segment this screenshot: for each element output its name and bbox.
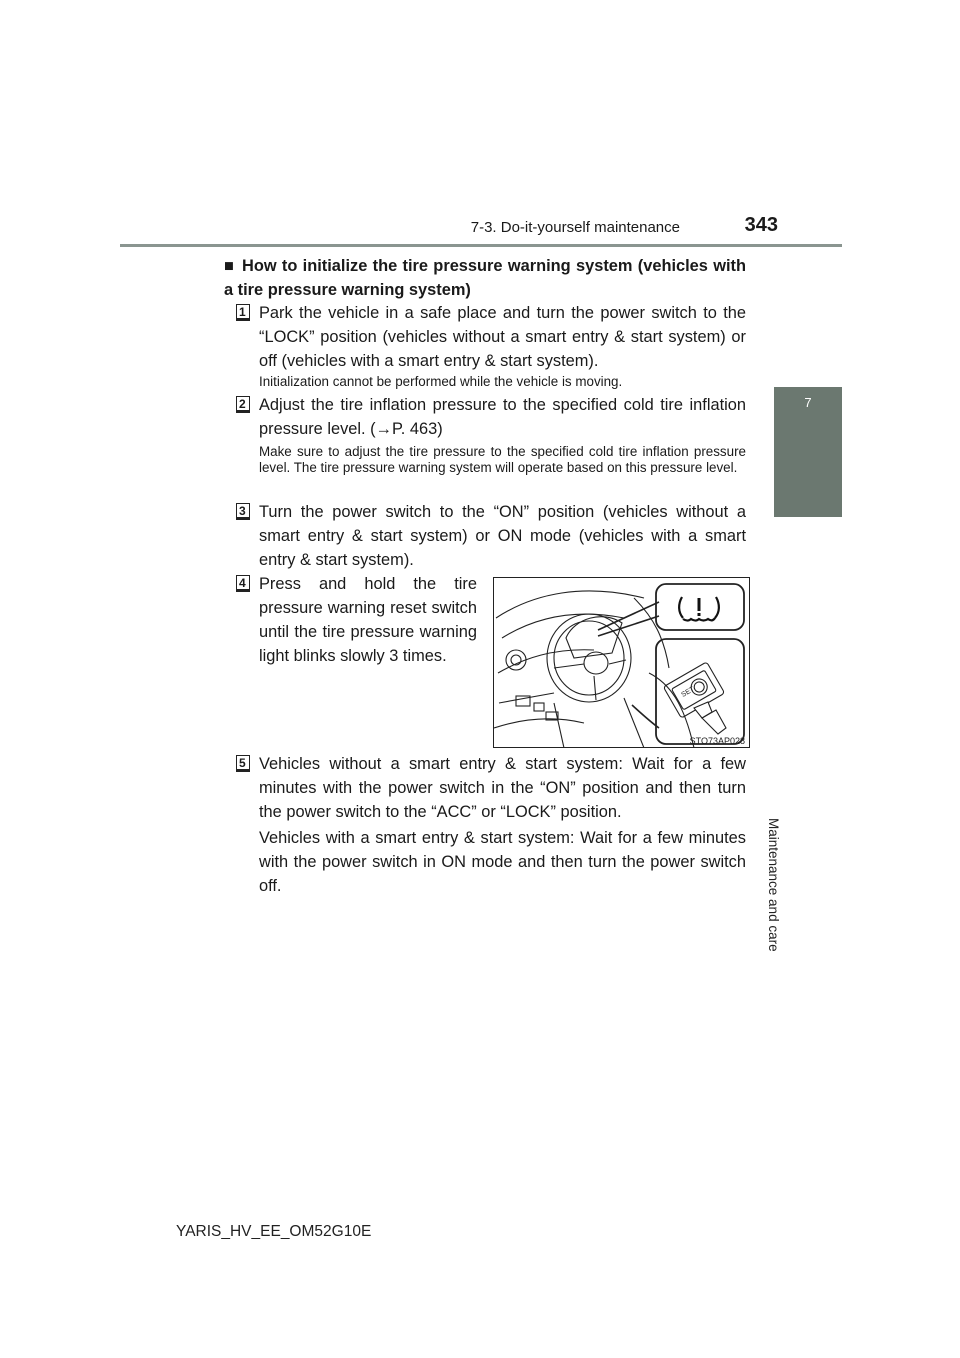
step-5-text-2: Vehicles with a smart entry & start system: Wait for a few minutes with the power switch in ON mode and then turn the power switch off. [259, 829, 746, 895]
step-3-text: Turn the power switch to the “ON” position (vehicles without a smart entry & start system) or ON mode (vehicles with a smart entry & start system). [259, 503, 746, 569]
step-number-5: 5 [236, 755, 250, 770]
chapter-label: Maintenance and care [766, 818, 781, 952]
header-section-title: 7-3. Do-it-yourself maintenance [470, 219, 680, 236]
square-bullet-icon: ■ [224, 257, 234, 275]
section-heading [224, 254, 746, 302]
chapter-tab [774, 387, 842, 517]
step-4-text: Press and hold the tire pressure warning reset switch until the tire pressure warning light blinks slowly 3 times. [259, 575, 477, 665]
step-number-1: 1 [236, 304, 250, 319]
page-number: 343 [744, 214, 778, 236]
section-heading-text: How to initialize the tire pressure warning system (vehicles with a tire pressure warning system) [224, 257, 746, 299]
figure-code: STO73AP028 [689, 736, 745, 746]
step-1-note: Initialization cannot be performed while the vehicle is moving. [259, 374, 623, 389]
step-number-3: 3 [236, 503, 250, 518]
set-label: SET [680, 685, 696, 699]
document-code: YARIS_HV_EE_OM52G10E [176, 1223, 372, 1240]
step-number-2: 2 [236, 396, 250, 411]
reset-switch-illustration [493, 577, 750, 748]
chapter-number: 7 [804, 395, 812, 410]
step-5-text: Vehicles without a smart entry & start system: Wait for a few minutes with the power switch in the “ON” position and then turn the power switch to the “ACC” or “LOCK” position. [259, 755, 746, 821]
step-number-4: 4 [236, 575, 250, 590]
step-2-note: Make sure to adjust the tire pressure to the specified cold tire inflation pressure level. The tire pressure warning system will operate based on this pressure level. [259, 444, 746, 475]
step-2-text: Adjust the tire inflation pressure to the specified cold tire inflation pressure level. (→P. 463) [259, 396, 746, 438]
header-divider [120, 244, 842, 247]
step-1-text: Park the vehicle in a safe place and turn the power switch to the “LOCK” position (vehicles without a smart entry & start system) or off (vehicles with a smart entry & start system). [259, 304, 746, 370]
dashboard-drawing [494, 578, 750, 748]
